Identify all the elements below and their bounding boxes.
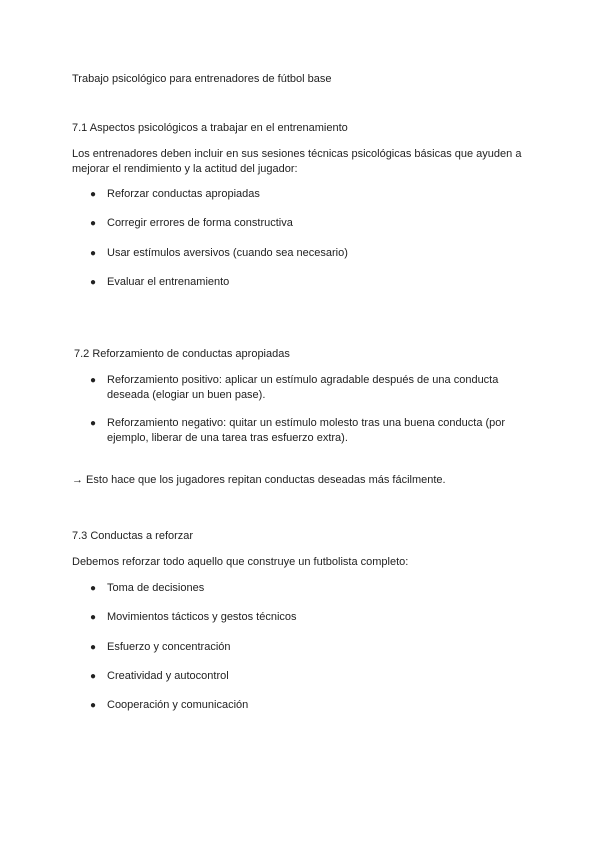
- list-item-text: Creatividad y autocontrol: [107, 670, 229, 682]
- bullet-icon: ●: [90, 612, 97, 623]
- list-item: [90, 610, 520, 625]
- bullet-icon: ●: [90, 248, 97, 259]
- list-item-text: Cooperación y comunicación: [107, 699, 249, 711]
- list-item: [90, 698, 520, 713]
- list-item: [90, 246, 520, 261]
- bullet-icon: ●: [90, 642, 97, 653]
- list-item: [90, 640, 520, 655]
- bullet-icon: ●: [90, 418, 97, 429]
- section-7-3-heading: 7.3 Conductas a reforzar: [72, 530, 194, 542]
- list-item: [90, 581, 520, 596]
- bullet-icon: ●: [90, 583, 97, 594]
- section-7-2-note: → Esto hace que los jugadores repitan conductas deseadas más fácilmente.: [72, 474, 446, 486]
- list-item: [90, 187, 520, 202]
- section-7-3-intro: Debemos reforzar todo aquello que construye un futbolista completo:: [72, 556, 409, 568]
- list-item-text: Evaluar el entrenamiento: [107, 276, 230, 288]
- bullet-icon: ●: [90, 277, 97, 288]
- bullet-icon: ●: [90, 218, 97, 229]
- list-item-text: Reforzamiento positivo: aplicar un estímulo agradable después de una conducta deseada (elogiar un buen pase).: [107, 374, 499, 401]
- list-item-text: Toma de decisiones: [107, 582, 205, 594]
- list-item: [90, 669, 520, 684]
- list-item-text: Reforzamiento negativo: quitar un estímulo molesto tras una buena conducta (por ejemplo, liberar de una tarea tras esfuerzo extra).: [107, 417, 506, 444]
- list-item: [90, 216, 520, 231]
- list-item-text: Movimientos tácticos y gestos técnicos: [107, 611, 297, 623]
- section-7-1-intro: Los entrenadores deben incluir en sus sesiones técnicas psicológicas básicas que ayuden a mejorar el rendimiento y la actitud del jugador:: [72, 148, 522, 175]
- list-item-text: Corregir errores de forma constructiva: [107, 217, 293, 229]
- list-item-text: Usar estímulos aversivos (cuando sea necesario): [107, 247, 348, 259]
- document-title: Trabajo psicológico para entrenadores de fútbol base: [72, 73, 332, 85]
- list-item: [90, 275, 520, 290]
- bullet-icon: ●: [90, 189, 97, 200]
- bullet-icon: ●: [90, 700, 97, 711]
- list-item-text: Reforzar conductas apropiadas: [107, 188, 260, 200]
- section-7-2-heading: 7.2 Reforzamiento de conductas apropiadas: [74, 348, 290, 360]
- list-item: [90, 373, 520, 403]
- bullet-icon: ●: [90, 375, 97, 386]
- section-7-1-heading: 7.1 Aspectos psicológicos a trabajar en el entrenamiento: [72, 122, 348, 134]
- list-item-text: Esfuerzo y concentración: [107, 641, 231, 653]
- list-item: [90, 416, 520, 446]
- bullet-icon: ●: [90, 671, 97, 682]
